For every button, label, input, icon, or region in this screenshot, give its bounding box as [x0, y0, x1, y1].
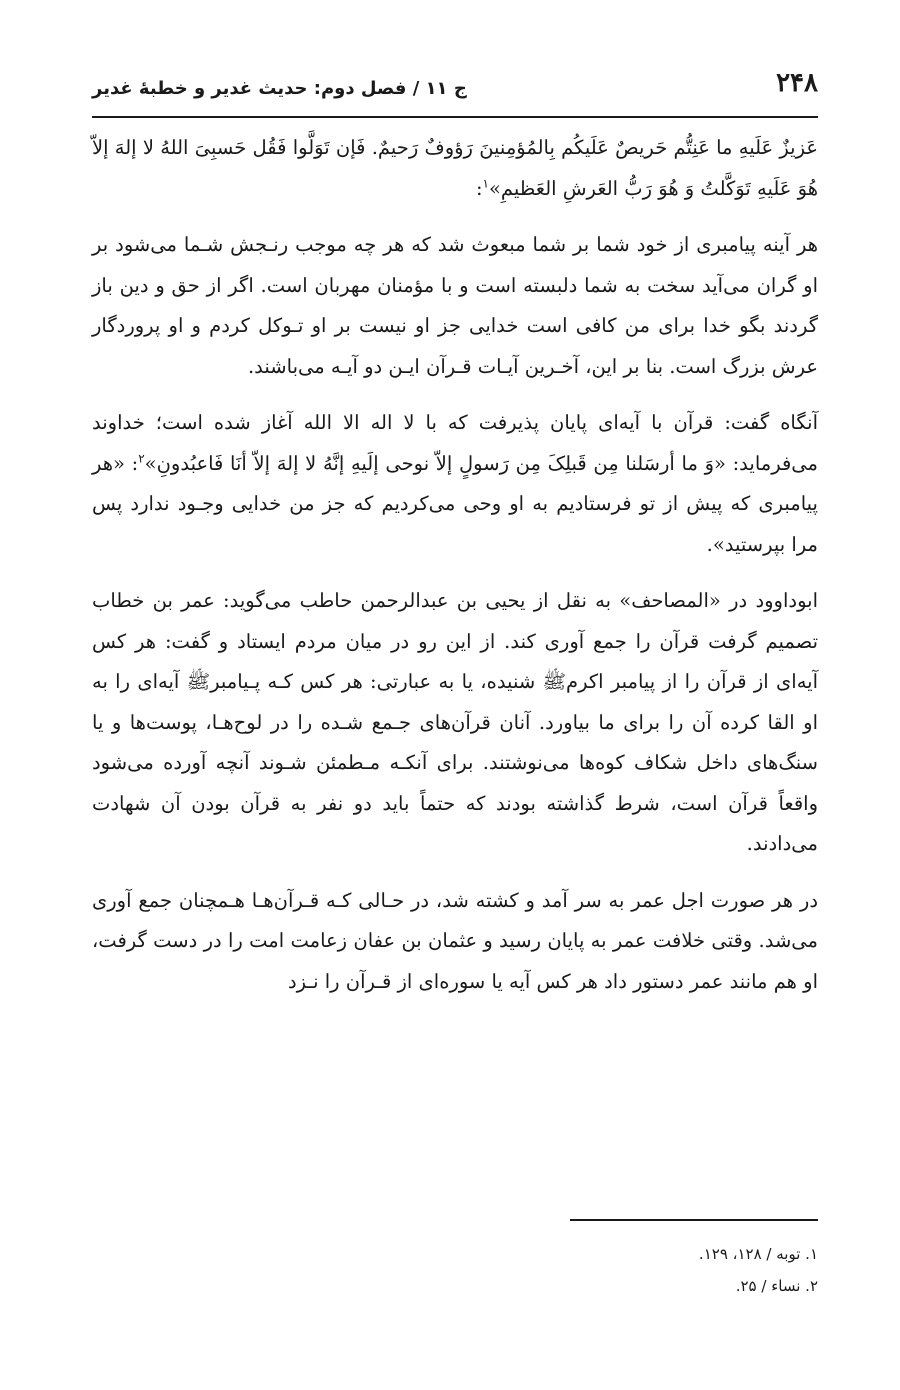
- paragraph-conclusion-text-2: : «هر پیامبری که پیش از تو فرستادیم به او وحی می‌کردیم که جز من خدایی وجـود ندارد پس مرا بپرستید».: [92, 451, 818, 556]
- quran-verse: عَزیزٌ عَلَیهِ ما عَنِتُّم حَریصٌ عَلَیکُم بِالمُؤمِنینَ رَؤوفٌ رَحیمٌ. فَإن تَوَلَّوا فَقُل حَسبِیَ اللهُ لا إلهَ إلاّ هُوَ عَلَیهِ تَوَکَّلتُ وَ هُوَ رَبُّ العَرشِ العَظیمِ»: [92, 136, 818, 200]
- page-header: [92, 62, 818, 118]
- footnote-divider: [570, 1219, 818, 1221]
- verse-paragraph: [92, 128, 818, 209]
- running-head: ج ۱۱ / فصل دوم: حدیث غدیر و خطبهٔ غدیر: [92, 78, 467, 99]
- footnotes: [92, 1238, 818, 1302]
- verse-end: :: [475, 176, 483, 200]
- footnote-ref-1[interactable]: ۱: [482, 176, 489, 190]
- paragraph-uthman: در هر صورت اجل عمر به سر آمد و کشته شد، در حـالی کـه قـرآن‌هـا هـمچنان جمع آوری می‌شد. وقتی خلافت عمر به پایان رسید و عثمان بن عفان زعامت امت را در دست گرفت، او هم مانند عمر دستور داد هر کس آیه یا سوره‌ای از قـرآن را نـزد: [92, 888, 818, 993]
- page-number: ۲۴۸: [776, 68, 818, 98]
- body-text: [92, 128, 818, 1018]
- footnote-ref-2[interactable]: ۲: [138, 451, 145, 465]
- paragraph-conclusion: [92, 403, 818, 565]
- footnote-2: ۲. نساء / ۲۵.: [735, 1277, 818, 1295]
- paragraph-conclusion-text: آنگاه گفت: قرآن با آیه‌ای پایان پذیرفت که با لا اله الا الله آغاز شده است؛ خداوند می‌فرماید: «وَ ما أرسَلنا مِن قَبلِکَ مِن رَسولٍ إلاّ نوحی إلَیهِ إنَّهُ لا إلهَ إلاّ أنَا فَاعبُدونِ»: [92, 411, 818, 475]
- paragraph-translation: هر آینه پیامبری از خود شما بر شما مبعوث شد که هر چه موجب رنـجش شـما می‌شود بر او گران می‌آید سخت به شما دلبسته است و با مؤمنان مهربان است. اگر از حق و دین باز گردند بگو خدا برای من کافی است خدایی جز او نیست بر او تـوکل کردم و او پروردگار عرش بزرگ است. بنا بر این، آخـرین آیـات قـرآن ایـن دو آیـه می‌باشند.: [92, 233, 818, 378]
- footnote-1: ۱. توبه / ۱۲۸، ۱۲۹.: [698, 1245, 818, 1263]
- paragraph-abudawud: ابوداوود در «المصاحف» به نقل از یحیی بن عبدالرحمن حاطب می‌گوید: عمر بن خطاب تصمیم گرفت قرآن را جمع آوری کند. از این رو در میان مردم ایستاد و گفت: هر کس آیه‌ای از قرآن را از پیامبر اکرمﷺ شنیده، یا به عبارتی: هر کس کـه پـیامبرﷺ آیه‌ای را به او القا کرده آن را برای ما بیاورد. آنان قرآن‌های جـمع شـده را در لوح‌هـا، پوست‌ها و یا سنگ‌های داخل شکاف کوه‌ها می‌نوشتند. برای آنکـه مـطمئن شـوند آنچه آورده می‌شود واقعاً قرآن است، شرط گذاشته بودند که حتماً باید دو نفر به قرآن بودن آن شهادت می‌دادند.: [92, 589, 819, 855]
